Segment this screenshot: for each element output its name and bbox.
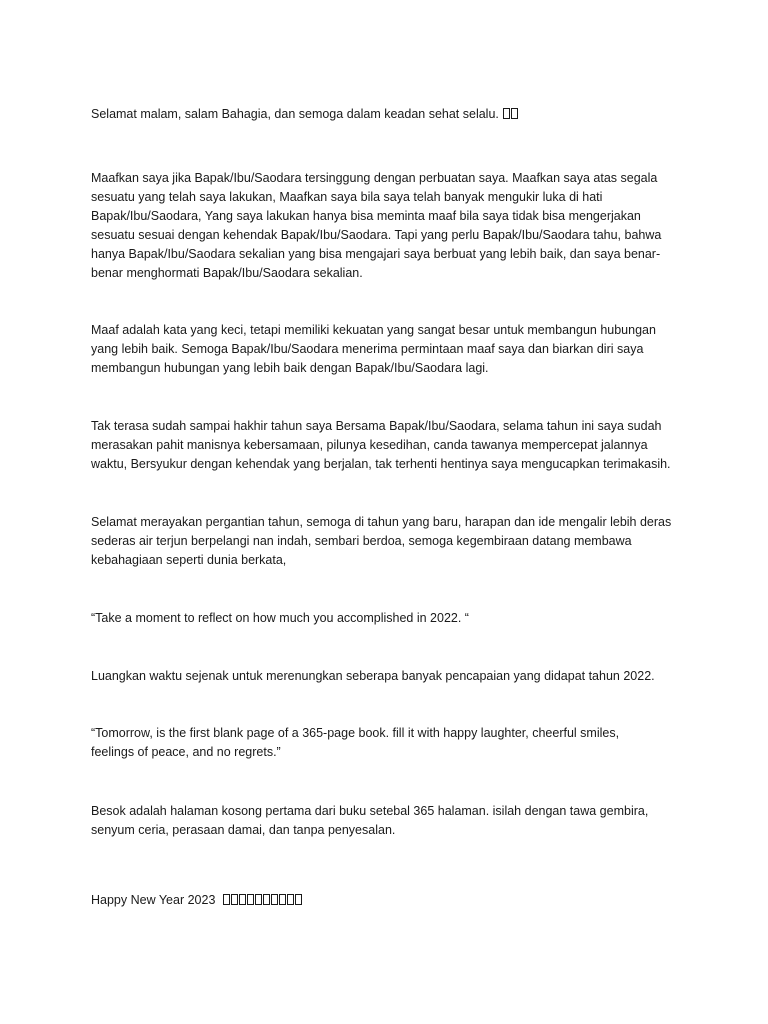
reflection-paragraph: Tak terasa sudah sampai hakhir tahun saya Bersama Bapak/Ibu/Saodara, selama tahun ini saya sudah merasakan pahit manisnya kebersamaan, pilunya kesedihan, canda tawanya mempercepat jalannya waktu, Bersyukur dengan kehendak yang berjalan, tak terhenti hentinya saya mengucapkan terimakasih. <box>91 419 671 471</box>
celebration-paragraph: Selamat merayakan pergantian tahun, semoga di tahun yang baru, harapan dan ide mengalir lebih deras sederas air terjun berpelangi nan indah, sembari berdoa, semoga kegembiraan datang membawa kebahagiaan seperti dunia berkata, <box>91 515 672 567</box>
greeting-line <box>91 105 691 124</box>
greeting-text: Selamat malam, salam Bahagia, dan semoga dalam keadan sehat selalu. <box>91 107 499 121</box>
closing-text: Happy New Year 2023 <box>91 893 216 907</box>
forgiveness-paragraph: Maaf adalah kata yang keci, tetapi memiliki kekuatan yang sangat besar untuk membangun hubungan yang lebih baik. Semoga Bapak/Ibu/Saodara menerima permintaan maaf saya dan biarkan diri saya membangun hubungan yang lebih baik dengan Bapak/Ibu/Saodara lagi. <box>91 323 656 375</box>
quote-1-indonesian: Luangkan waktu sejenak untuk merenungkan seberapa banyak pencapaian yang didapat tahun 2022. <box>91 669 655 683</box>
quote-2-indonesian: Besok adalah halaman kosong pertama dari buku setebal 365 halaman. isilah dengan tawa gembira, senyum ceria, perasaan damai, dan tanpa penyesalan. <box>91 804 649 837</box>
emoji-placeholder-icons <box>222 893 302 907</box>
emoji-placeholder-icons <box>502 107 518 121</box>
closing-line <box>91 891 691 910</box>
apology-paragraph: Maafkan saya jika Bapak/Ibu/Saodara tersinggung dengan perbuatan saya. Maafkan saya atas segala sesuatu yang telah saya lakukan, Maafkan saya bila saya telah banyak mengukir luka di hati Bapak/Ibu/Saodara, Yang saya lakukan hanya bisa meminta maaf bila saya tidak bisa mengerjakan sesuatu sesuai dengan kehendak Bapak/Ibu/Saodara. Tapi yang perlu Bapak/Ibu/Saodara tahu, bahwa hanya Bapak/Ibu/Saodara sekalian yang bisa mengajari saya berbuat yang lebih baik, dan saya benar- benar menghormati Bapak/Ibu/Saodara sekalian. <box>91 171 662 280</box>
quote-1-english: “Take a moment to reflect on how much you accomplished in 2022. “ <box>91 611 469 625</box>
quote-2-english: “Tomorrow, is the first blank page of a 365-page book. fill it with happy laughter, cheerful smiles, feelings of peace, and no regrets.” <box>91 726 620 759</box>
